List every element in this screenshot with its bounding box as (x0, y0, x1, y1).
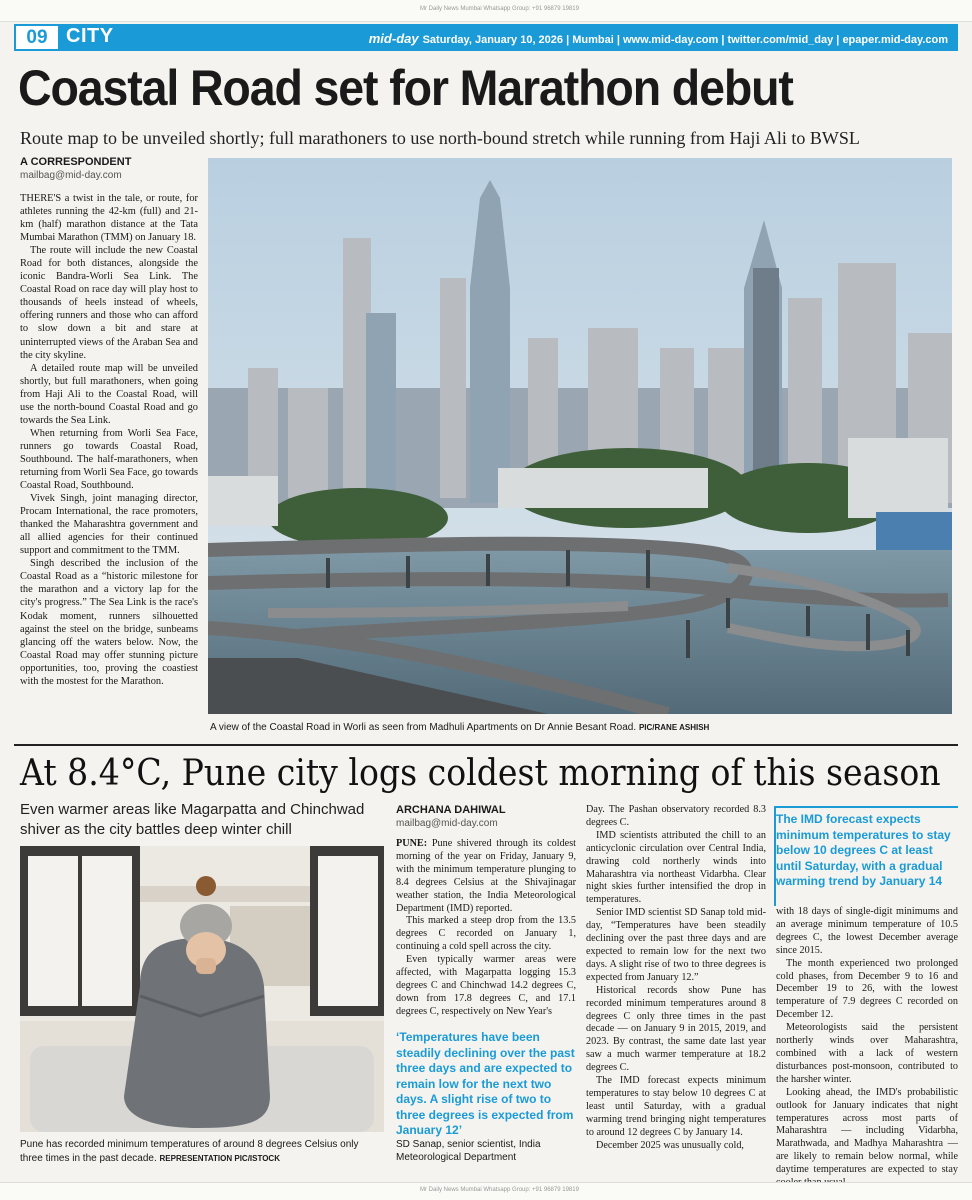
byline-story2: ARCHANA DAHIWAL (396, 804, 506, 816)
story2-paragraph: IMD scientists attributed the chill to an anticyclonic circulation over Central India, drawing cold northerly winds into Maharashtra via northeast Vidarbha. Clear night skies further intensified the drop in temperatures. (586, 829, 766, 906)
story2-paragraph: The month experienced two prolonged cold phases, from December 9 to 16 and December 19 to 26, with the lowest temperature of 7.9 degrees C recorded on December 12. (776, 957, 958, 1021)
story1-paragraph: The route will include the new Coastal Road for both distances, alongside the iconic Bandra-Worli Sea Link. The Coastal Road on race day will play host to thousands of heels instead of wheels, offering runners and those who can afford to slow down a bit and stare at uninterrupted views of the Araban Sea and the city skyline. (20, 245, 198, 361)
story2-paragraph: Day. The Pashan observatory recorded 8.3 degrees C. (586, 804, 766, 828)
top-strip (0, 0, 972, 22)
bottom-strip (0, 1182, 972, 1200)
story1-paragraph: THERE'S a twist in the tale, or route, for athletes running the 42-km (full) and 21-km (half) marathon distance at the Tata Mumbai Marathon (TMM) on January 18. (20, 193, 198, 244)
story2-paragraph: December 2025 was unusually cold, (596, 1139, 744, 1151)
story2-paragraph: Historical records show Pune has recorded minimum temperatures around 8 degrees C only three times in the past decade — on January 9 in 2015, 2019, and 2023. By contrast, the same date last year saw a much warmer temperature at 18.2 degrees C. (586, 984, 766, 1074)
pull-quote-sanap: ‘Temperatures have been steadily declining over the past three days and are expected to remain low for the next two days. A slight rise of two to three degrees is expected from January 12’ (396, 1030, 575, 1137)
byline-story1: A CORRESPONDENT (20, 156, 132, 168)
dateline: PUNE: (396, 838, 428, 849)
story1-body (20, 192, 198, 688)
story2-paragraph: with 18 days of single-digit minimums and an average minimum temperature of 10.5 degrees C, the lowest December average since 2015. (776, 906, 958, 956)
subhead-pune-cold: Even warmer areas like Magarpatta and Chinchwad shiver as the city battles deep winter chill (20, 801, 365, 838)
photo1-caption-text: A view of the Coastal Road in Worli as seen from Madhuli Apartments on Dr Annie Besant Road. (210, 722, 637, 733)
photo1-credit: PIC/RANE ASHISH (638, 723, 710, 732)
story1-paragraph: Vivek Singh, joint managing director, Procam International, the race promoters, thanked the Maharashtra government and all allied agencies for their continued support and commitment to the TMM. (20, 493, 198, 557)
story2-column2 (586, 804, 766, 1152)
masthead-info (369, 31, 948, 46)
photo2-caption (20, 1138, 384, 1166)
brand-name: mid-day (368, 31, 419, 46)
byline-email-story2: mailbag@mid-day.com (396, 818, 498, 829)
bottom-strip-text: Mr Daily News Mumbai Whatsapp Group: +91 96879 19819 (420, 1187, 579, 1193)
story2-paragraph: Looking ahead, the IMD's probabilistic outlook for January indicates that night temperatures across most parts of Maharashtra — including Vidarbha, Marathwada, and Madhya Maharashtra — are likely to remain below normal, while daytime temperatures are expected to stay (776, 1086, 958, 1176)
subhead-coastal-road: Route map to be unveiled shortly; full marathoners to use north-bound stretch while running from Haji Ali to BWSL (20, 128, 860, 148)
photo2-credit: REPRESENTATION PIC/ISTOCK (159, 1154, 280, 1163)
story2-column1 (396, 838, 576, 1019)
story1-paragraph: When returning from Worli Sea Face, runners go towards Coastal Road, Southbound. The half-marathoners, when returning from Worli Sea Face, go towards Coastal Road, Southbound. (20, 427, 198, 492)
story2-paragraph: This marked a steep drop from the 13.5 degrees C recorded on January 1, continuing a cold spell across the city. (396, 915, 576, 953)
photo1-caption (210, 722, 709, 733)
headline-coastal-road: Coastal Road set for Marathon debut (18, 60, 793, 116)
story2-paragraph: Even typically warmer areas were affected, with Magarpatta logging 15.3 degrees C and Chinchwad 14.2 degrees C, down from 17.8 degrees C, and 17.1 degrees C, respectively on New Year's (396, 954, 576, 1017)
story2-column3 (776, 906, 958, 1190)
story-divider (14, 744, 958, 746)
coastal-road-photo (208, 158, 952, 714)
story2-paragraph: Meteorologists said the persistent northerly winds over Maharashtra, combined with a lack of western disturbances post-monsoon, contributed to the harsher winter. (776, 1022, 958, 1085)
quote-source: SD Sanap, senior scientist, India Meteorological Department (396, 1139, 541, 1163)
masthead-date-links: Saturday, January 10, 2026 | Mumbai | www.mid-day.com | twitter.com/mid_day | epaper.mid-day.com (422, 34, 948, 46)
woman-in-blanket-photo (20, 846, 384, 1132)
headline-pune-cold: At 8.4°C, Pune city logs coldest morning of this season (20, 753, 941, 794)
story2-paragraph-text: Pune shivered through its coldest morning of the year on Friday, January 9, with the minimum temperature plunging to 8.4 degrees Celsius at the Shivajinagar weather station, the India Meteorological Department (IMD) reported. (396, 838, 577, 914)
story2-paragraph: The IMD forecast expects minimum temperatures to stay below 10 degrees C at least until Saturday, with a gradual warming trend bringing night temperatures to around 12 degrees C by January 14. (586, 1075, 766, 1138)
page-number: 09 (14, 24, 60, 51)
story2-paragraph: Senior IMD scientist SD Sanap told mid-day, “Temperatures have been steadily declining over the past three days and are expected to remain low for the next two days. A slight rise of two to three degrees is expected from January 12.” (586, 907, 766, 983)
top-strip-text: Mr Daily News Mumbai Whatsapp Group: +91 96879 19819 (420, 6, 579, 12)
story1-paragraph: A detailed route map will be unveiled shortly, but full marathoners, when going from Haji Ali to the Coastal Road, will use the north-bound Coastal Road and go towards the Sea Link. (20, 362, 198, 426)
story2-paragraph (396, 838, 576, 915)
masthead-bar (14, 24, 958, 51)
pull-quote-forecast: The IMD forecast expects minimum temperatures to stay below 10 degrees C at least until Saturday, with a gradual warming trend by January 14 (774, 806, 958, 906)
section-title: CITY (66, 25, 114, 47)
photo2-caption-text: Pune has recorded minimum temperatures of around 8 degrees Celsius only three times in the past decade. (20, 1139, 359, 1164)
byline-email-story1: mailbag@mid-day.com (20, 170, 122, 181)
story1-paragraph: Singh described the inclusion of the Coastal Road as a “historic milestone for the marathon and a victory lap for the city's progress.” The Sea Link is the race's Kodak moment, runners silhouetted against the steel on the bridge, sunbeams glancing off the waters below. Now, the Coastal Road may offer stunning picture opportunities, too, proving the coastiest with the mostest for the Marathon. (20, 558, 198, 687)
